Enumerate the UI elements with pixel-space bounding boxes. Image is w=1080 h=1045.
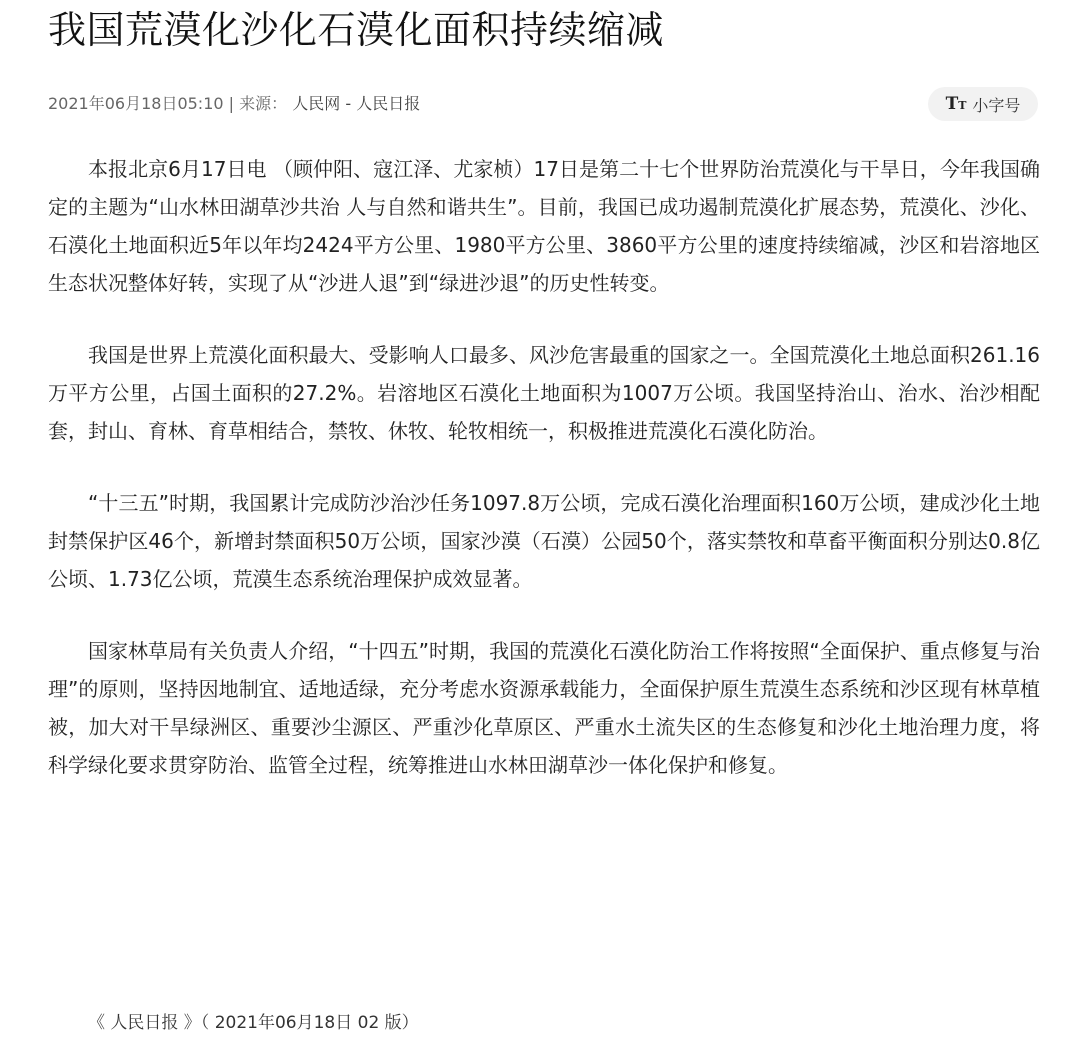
text-size-icon: TT	[945, 94, 967, 114]
article-body	[48, 150, 1040, 818]
source-label: 来源：	[239, 94, 288, 113]
article-paragraph: 我国是世界上荒漠化面积最大、受影响人口最多、风沙危害最重的国家之一。全国荒漠化土地总面积261.16万平方公里，占国土面积的27.2%。岩溶地区石漠化土地面积为1007万公顷。我国坚持治山、治水、治沙相配套，封山、育林、育草相结合，禁牧、休牧、轮牧相统一，积极推进荒漠化石漠化防治。	[48, 343, 1040, 443]
font-size-toggle-button[interactable]	[928, 87, 1038, 121]
publish-date: 2021年06月18日05:10	[48, 94, 224, 113]
article-paragraph: 本报北京6月17日电 （顾仲阳、寇江泽、尤家桢）17日是第二十七个世界防治荒漠化与干旱日，今年我国确定的主题为“山水林田湖草沙共治 人与自然和谐共生”。目前，我国已成功遏制荒漠化扩展态势，荒漠化、沙化、石漠化土地面积近5年以年均2424平方公里、1980平方公里、3860平方公里的速度持续缩减，沙区和岩溶地区生态状况整体好转，实现了从“沙进人退”到“绿进沙退”的历史性转变。	[48, 157, 1040, 295]
article-meta	[48, 92, 420, 116]
font-size-toggle-label: 小字号	[972, 95, 1021, 115]
article-paragraph: 国家林草局有关负责人介绍，“十四五”时期，我国的荒漠化石漠化防治工作将按照“全面保护、重点修复与治理”的原则，坚持因地制宜、适地适绿，充分考虑水资源承载能力，全面保护原生荒漠生态系统和沙区现有林草植被，加大对干旱绿洲区、重要沙尘源区、严重沙化草原区、严重水土流失区的生态修复和沙化土地治理力度，将科学绿化要求贯穿防治、监管全过程，统筹推进山水林田湖草沙一体化保护和修复。	[48, 639, 1040, 777]
meta-separator: |	[228, 94, 235, 113]
source-link[interactable]: 人民网 - 人民日报	[292, 94, 421, 113]
publication-info: 《 人民日报 》（ 2021年06月18日 02 版）	[88, 1013, 419, 1033]
article-title: 我国荒漠化沙化石漠化面积持续缩减	[48, 8, 665, 52]
article-paragraph: “十三五”时期，我国累计完成防沙治沙任务1097.8万公顷，完成石漠化治理面积160万公顷，建成沙化土地封禁保护区46个，新增封禁面积50万公顷，国家沙漠（石漠）公园50个，落实禁牧和草畜平衡面积分别达0.8亿公顷、1.73亿公顷，荒漠生态系统治理保护成效显著。	[48, 491, 1040, 591]
